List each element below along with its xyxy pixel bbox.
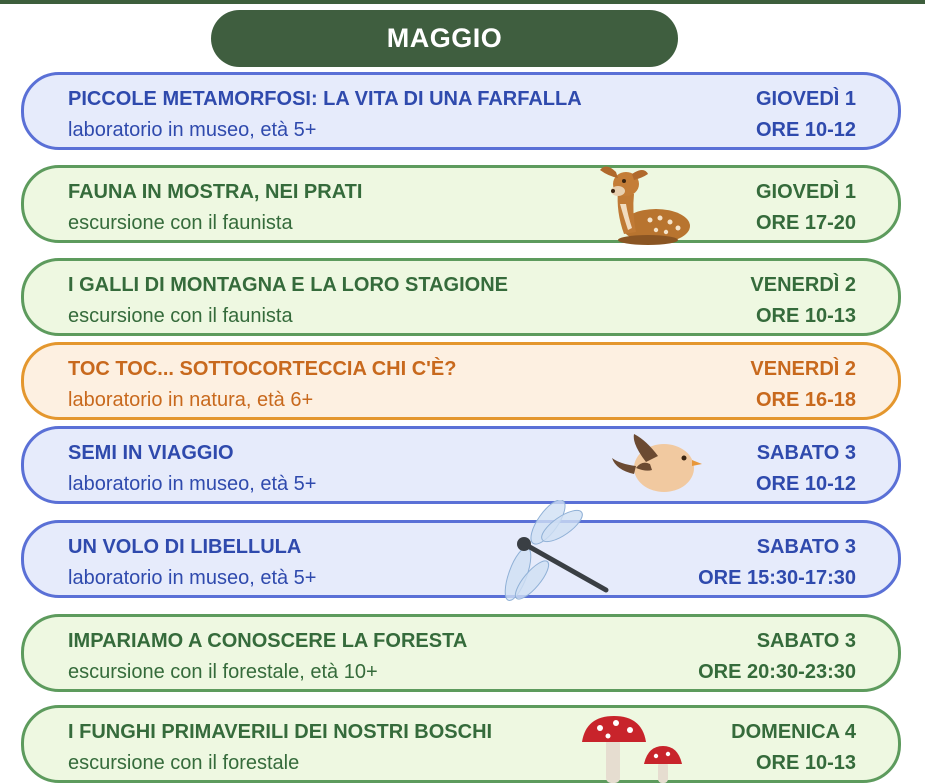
- event-day: GIOVEDÌ 1: [755, 181, 856, 203]
- event-subtitle: laboratorio in museo, età 5+: [68, 119, 317, 141]
- deer-icon: [598, 160, 698, 248]
- event-subtitle: laboratorio in museo, età 5+: [68, 473, 317, 495]
- event-title: FAUNA IN MOSTRA, NEI PRATI: [68, 181, 363, 203]
- event-day: GIOVEDÌ 1: [755, 88, 856, 110]
- event-hours: ORE 10-13: [755, 752, 856, 774]
- event-subtitle: laboratorio in natura, età 6+: [68, 389, 314, 411]
- event-title: PICCOLE METAMORFOSI: LA VITA DI UNA FARFALLA: [68, 88, 582, 110]
- event-subtitle: escursione con il faunista: [68, 212, 293, 234]
- event-day: SABATO 3: [756, 630, 856, 652]
- event-hours: ORE 10-13: [755, 305, 856, 327]
- month-header: MAGGIO: [211, 10, 678, 67]
- event-title: SEMI IN VIAGGIO: [68, 442, 234, 464]
- event-hours: ORE 15:30-17:30: [698, 567, 856, 589]
- event-card[interactable]: [21, 72, 901, 150]
- event-title: IMPARIAMO A CONOSCERE LA FORESTA: [68, 630, 468, 652]
- event-hours: ORE 20:30-23:30: [698, 661, 856, 683]
- event-day: VENERDÌ 2: [750, 358, 856, 380]
- event-card[interactable]: [21, 258, 901, 336]
- dragonfly-icon: [500, 500, 615, 612]
- event-day: SABATO 3: [756, 442, 856, 464]
- event-hours: ORE 17-20: [755, 212, 856, 234]
- event-hours: ORE 16-18: [755, 389, 856, 411]
- event-subtitle: escursione con il forestale, età 10+: [68, 661, 378, 683]
- event-day: DOMENICA 4: [731, 721, 856, 743]
- bird-icon: [606, 430, 702, 496]
- event-card[interactable]: [21, 165, 901, 243]
- event-hours: ORE 10-12: [755, 119, 856, 141]
- mushroom-icon: [578, 712, 688, 783]
- event-card[interactable]: [21, 426, 901, 504]
- event-card[interactable]: [21, 614, 901, 692]
- event-hours: ORE 10-12: [755, 473, 856, 495]
- event-day: VENERDÌ 2: [750, 274, 856, 296]
- event-card[interactable]: [21, 705, 901, 783]
- event-title: UN VOLO DI LIBELLULA: [68, 536, 302, 558]
- event-title: I FUNGHI PRIMAVERILI DEI NOSTRI BOSCHI: [68, 721, 493, 743]
- event-subtitle: escursione con il forestale: [68, 752, 300, 774]
- event-card[interactable]: [21, 520, 901, 598]
- event-day: SABATO 3: [756, 536, 856, 558]
- event-subtitle: laboratorio in museo, età 5+: [68, 567, 317, 589]
- top-divider: [0, 0, 925, 4]
- event-card[interactable]: [21, 342, 901, 420]
- event-subtitle: escursione con il faunista: [68, 305, 293, 327]
- event-title: I GALLI DI MONTAGNA E LA LORO STAGIONE: [68, 274, 508, 296]
- event-title: TOC TOC... SOTTOCORTECCIA CHI C'È?: [68, 358, 457, 380]
